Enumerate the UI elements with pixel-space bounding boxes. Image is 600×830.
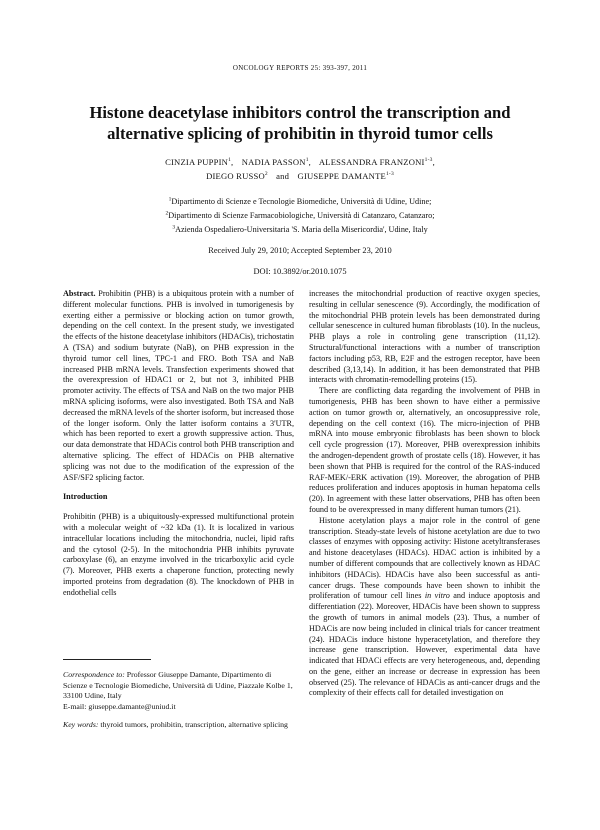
author-affil-sup: 1-3 bbox=[385, 171, 394, 178]
title-line-1: Histone deacetylase inhibitors control the transcription and bbox=[89, 103, 511, 122]
title-line-2: alternative splicing of prohibitin in thyroid tumor cells bbox=[107, 124, 493, 143]
body-paragraph-3 bbox=[309, 516, 540, 700]
footnote-divider bbox=[63, 659, 151, 660]
author-affil-sup: 2 bbox=[264, 171, 268, 178]
p3-text-b: and induce apoptosis and differentiation (22). Moreover, HDACis have been shown to suppress the growth of tumors in animal models (23). Thus, a number of HDACis are now being included in clinical trials for cancer treatment (24). HDACis induce histone hyperacetylation, and therefore they increase gene transcription. However, experimental data have indicated that HDACi effects are very heterogeneous, and, depending on the gene, either an increase or decrease in expression has been observed (25). The relevance of HDACis as anti-cancer drugs and the complexity of their effects call for detailed investigation on bbox=[309, 591, 540, 698]
author-row-1: CINZIA PUPPIN$^1$, NADIA PASSON$^1$, ALESSANDRA FRANZONI$^{1-3}$, bbox=[165, 157, 435, 167]
body-paragraph-1: increases the mitochondrial production of reactive oxygen species, resulting in cellular senescence (9). Accordingly, the modification of the mitochondrial PHB protein levels has been demonstrated during cellular senescence in cultured human fibroblasts (10). In the nucleus, PHB plays a role in controling gene transcription (11,12). Structural/functional interactions with a number of transcription factors including p53, RB, E2F and the estrogen receptor, have been described (3,13,14). In addition, it has been demonstrated that PHB interacts with chromatin-remodelling proteins (15). bbox=[309, 289, 540, 385]
correspondence-email: E-mail: giuseppe.damante@uniud.it bbox=[63, 701, 176, 711]
correspondence-text: Professor Giuseppe Damante, Dipartimento di Scienze e Tecnologie Biomediche, Università di Udine, Piazzale Kolbe 1, 33100 Udine, Italy bbox=[63, 670, 293, 701]
footnote bbox=[63, 670, 294, 731]
affil-sup: 1 bbox=[168, 196, 172, 203]
article-title bbox=[50, 102, 550, 144]
correspondence-label: Correspondence to: bbox=[63, 670, 125, 679]
author-list bbox=[60, 155, 540, 183]
intro-paragraph-1: Prohibitin (PHB) is a ubiquitously-expressed multifunctional protein with a molecular weight of ~32 kDa (1). It is localized in various intracellular locations including the mitochondria, nuclei, lipid rafts and the cytosol (2-5). In the mitochondria PHB inhibits pyruvate carboxylase (6), an enzyme involved in the tricarboxylic acid cycle (7). Moreover, PHB exerts a chaperone function, protecting newly imported proteins from degradation (8). The knockdown of PHB in endothelial cells bbox=[63, 512, 294, 597]
author-name: CINZIA PUPPIN bbox=[165, 157, 229, 167]
affil-text: Dipartimento di Scienze Farmacobiologiche, Università di Catanzaro, Catanzaro; bbox=[168, 210, 435, 220]
abstract-text: Prohibitin (PHB) is a ubiquitous protein with a number of different molecular functions. PHB is involved in tumorigenesis by exerting either a permissive or blocking action on tumor growth, depending on the cell context. In the present study, we investigated the effects of the histone deacetylase inhibitors (HDACis), trichostatin A (TSA) and sodium butyrate (NaB), on PHB expression in the thyroid tumor cell lines, TPC-1 and FRO. Both TSA and NaB increased PHB mRNA levels. Transfection experiments showed that the overexpression of HDAC1 or 2, but not 3, inhibited PHB promoter activity. The effects of TSA and NaB on the two major PHB mRNA splicing isoforms, were also investigated. Both TSA and NaB decreased the mRNA levels of the shorter isoform, but increased those of the longer isoform. Only the latter isoform contains a 3'UTR, which has been reported to exert a growth suppressive action. Thus, our data demonstrate that HDACis control both PHB transcription and alternative splicing. The effect of HDACis on PHB alternative splicing was not due to the modification of the expression of the ASF/SF2 splicing factor. bbox=[63, 289, 294, 482]
journal-header: ONCOLOGY REPORTS 25: 393-397, 2011 bbox=[232, 64, 368, 72]
keywords-text: thyroid tumors, prohibitin, transcription, alternative splicing bbox=[98, 720, 288, 730]
abstract bbox=[63, 289, 294, 483]
author-name: DIEGO RUSSO bbox=[206, 171, 265, 181]
affiliation-3 bbox=[60, 223, 540, 237]
affil-text: Dipartimento di Scienze e Tecnologie Biomediche, Università di Udine, Udine; bbox=[171, 197, 432, 206]
keywords bbox=[63, 720, 294, 731]
section-heading-introduction: Introduction bbox=[63, 492, 108, 502]
affil-text: Azienda Ospedaliero-Universitaria 'S. Maria della Misericordia', Udine, Italy bbox=[175, 224, 428, 234]
author-conjunction: and bbox=[276, 171, 290, 181]
correspondence bbox=[63, 670, 294, 702]
author-row-2 bbox=[60, 169, 540, 183]
author-affil-sup: 1 bbox=[305, 157, 309, 164]
affiliation-2 bbox=[60, 209, 540, 223]
left-column bbox=[63, 289, 294, 599]
author-name: NADIA PASSON bbox=[241, 157, 306, 167]
p3-italic: in vitro bbox=[424, 591, 450, 601]
author-affil-sup: 1 bbox=[228, 157, 232, 164]
author-name: ALESSANDRA FRANZONI bbox=[318, 157, 425, 167]
doi-line: DOI: 10.3892/or.2010.1075 bbox=[253, 267, 347, 276]
affiliations bbox=[60, 195, 540, 236]
author-name: GIUSEPPE DAMANTE bbox=[297, 171, 386, 181]
affil-sup: 3 bbox=[172, 223, 176, 230]
affiliation-1 bbox=[60, 195, 540, 209]
right-column bbox=[309, 289, 540, 699]
author-affil-sup: 1-3 bbox=[424, 157, 433, 164]
received-accepted-dates: Received July 29, 2010; Accepted September 23, 2010 bbox=[208, 246, 392, 255]
body-paragraph-2: There are conflicting data regarding the involvement of PHB in tumorigenesis, PHB has been shown to have either a permissive action on tumor growth or, alternatively, an oncosuppressive role, depending on the cell context (16). The micro-injection of PHB mRNA into mouse embryonic fibroblasts has been shown to block cell cycle progression (17). Moreover, PHB overexpression inhibits the androgen-dependent growth of prostate cells (18). However, it has been shown that PHB is required for the control of the RAS-induced RAF-MEK/-ERK activation (19). Moreover, the abrogation of PHB reduces proliferation and induces apoptosis in human hepatoma cells (20). In agreement with these latter observations, PHB has often been found to be overexpressed in many different human tumors (21). bbox=[309, 386, 540, 514]
keywords-label: Key words: bbox=[63, 720, 99, 730]
affil-sup: 2 bbox=[165, 210, 169, 217]
p3-text-a: Histone acetylation plays a major role in the control of gene transcription. Steady-state levels of histone acetylation are due to two classes of enzymes with opposing activity: Histone acetyltransferases and histone deacetylases (HDACs). HDAC action is inhibited by a number of different compounds that are collectively known as HDAC inhibitors (HDACis). HDACis have also been successful as anti-cancer drugs. These compounds have been shown to inhibit the proliferation of tumour cell lines bbox=[309, 515, 540, 601]
abstract-lead: Abstract. bbox=[63, 289, 96, 298]
